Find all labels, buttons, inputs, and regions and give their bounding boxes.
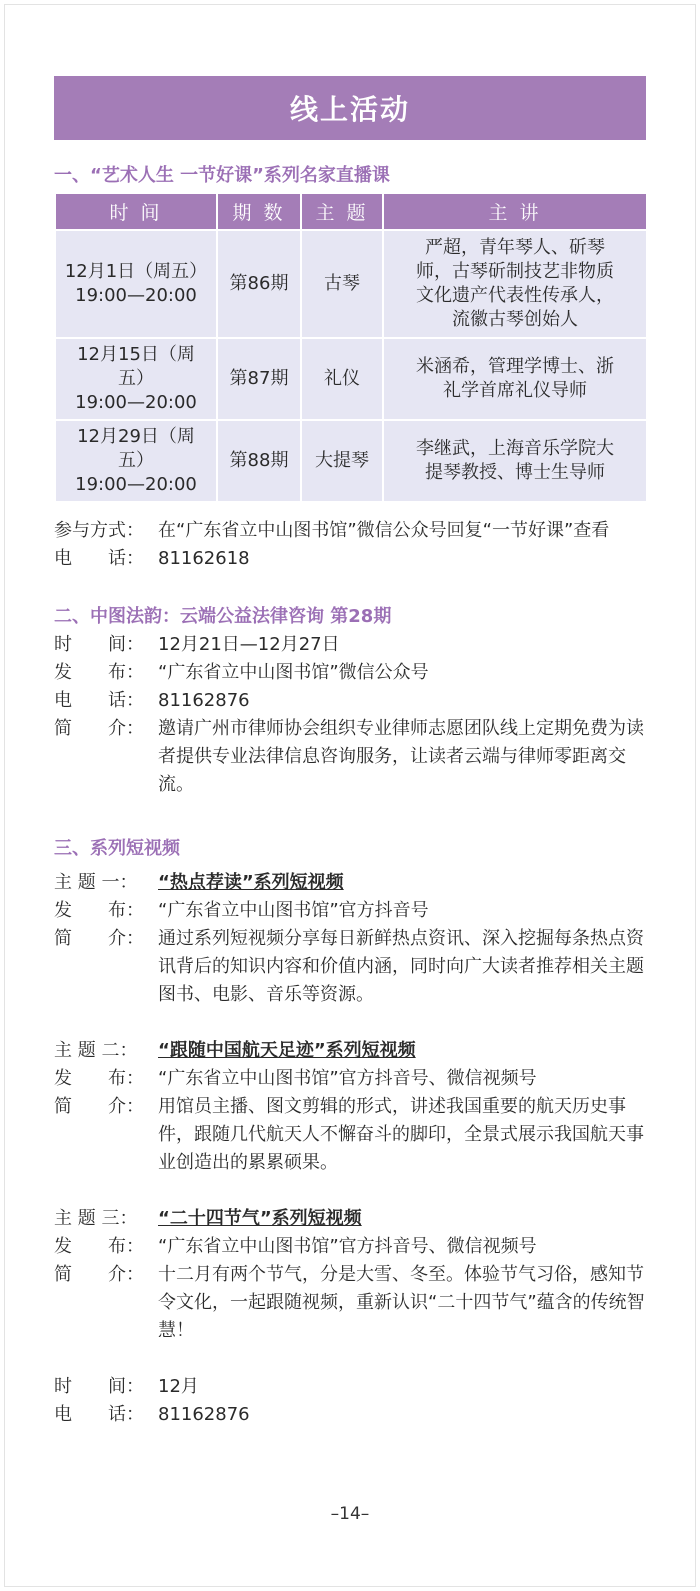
topic-name: “二十四节气”系列短视频 <box>158 1208 362 1229</box>
topic-row <box>54 1037 646 1065</box>
publish-label: 发 布： <box>54 1068 144 1089</box>
header-time: 时 间 <box>55 194 217 230</box>
participate-row <box>54 517 646 545</box>
cell-topic: 大提琴 <box>301 420 383 502</box>
intro-label: 简 介： <box>54 1264 144 1285</box>
publish-label: 发 布： <box>54 1236 144 1257</box>
time-row <box>54 1373 646 1401</box>
header-speaker: 主 讲 <box>383 194 647 230</box>
intro-label: 简 介： <box>54 718 144 739</box>
time-value: 12月 <box>158 1376 199 1397</box>
intro-value: 用馆员主播、图文剪辑的形式，讲述我国重要的航天历史事件，跟随几代航天人不懈奋斗的脚印，全景式展示我国航天事业创造出的累累硕果。 <box>158 1096 644 1173</box>
topic-row <box>54 1205 646 1233</box>
publish-value: “广东省立中山图书馆”微信公众号 <box>158 662 429 683</box>
time-label: 时 间： <box>54 634 144 655</box>
participate-label: 参与方式： <box>54 520 144 541</box>
cell-speaker: 严超，青年琴人、斫琴 师，古琴斫制技艺非物质 文化遗产代表性传承人， 流徽古琴创始人 <box>383 230 647 338</box>
phone-row <box>54 545 646 573</box>
topic-label: 主 题 二： <box>54 1040 138 1061</box>
page-number: –14– <box>330 1504 370 1524</box>
intro-row <box>54 925 646 1009</box>
intro-value: 通过系列短视频分享每日新鲜热点资讯、深入挖掘每条热点资讯背后的知识内容和价值内涵，同时向广大读者推荐相关主题图书、电影、音乐等资源。 <box>158 928 644 1005</box>
table-row <box>55 420 647 502</box>
intro-label: 简 介： <box>54 1096 144 1117</box>
intro-row <box>54 1261 646 1345</box>
video-topic-2 <box>54 1037 646 1177</box>
time-label: 时 间： <box>54 1376 144 1397</box>
table-row <box>55 338 647 420</box>
cell-topic: 古琴 <box>301 230 383 338</box>
time-row <box>54 631 646 659</box>
cell-speaker: 米涵希，管理学博士、浙 礼学首席礼仪导师 <box>383 338 647 420</box>
publish-value: “广东省立中山图书馆”官方抖音号、微信视频号 <box>158 1068 537 1089</box>
participate-value: 在“广东省立中山图书馆”微信公众号回复“一节好课”查看 <box>158 520 610 541</box>
table-header-row <box>55 194 647 230</box>
section-2-title: 二、中图法韵：云端公益法律咨询 第28期 <box>54 606 392 627</box>
intro-label: 简 介： <box>54 928 144 949</box>
intro-row <box>54 715 646 799</box>
publish-row <box>54 897 646 925</box>
topic-label: 主 题 一： <box>54 872 138 893</box>
table-row <box>55 230 647 338</box>
phone-value: 81162618 <box>158 548 250 569</box>
topic-label: 主 题 三： <box>54 1208 138 1229</box>
phone-row <box>54 1401 646 1429</box>
cell-time: 12月1日（周五） 19:00—20:00 <box>55 230 217 338</box>
header-issue: 期 数 <box>217 194 301 230</box>
cell-topic: 礼仪 <box>301 338 383 420</box>
intro-row <box>54 1093 646 1177</box>
phone-value: 81162876 <box>158 690 250 711</box>
section-3-title: 三、系列短视频 <box>54 838 180 859</box>
intro-value: 邀请广州市律师协会组织专业律师志愿团队线上定期免费为读者提供专业法律信息咨询服务，让读者云端与律师零距离交流。 <box>158 718 644 795</box>
phone-label: 电 话： <box>54 1404 144 1425</box>
phone-label: 电 话： <box>54 690 144 711</box>
page-banner <box>54 76 646 140</box>
intro-value: 十二月有两个节气，分是大雪、冬至。体验节气习俗，感知节令文化，一起跟随视频，重新认识“二十四节气”蕴含的传统智慧！ <box>158 1264 645 1341</box>
topic-name: “跟随中国航天足迹”系列短视频 <box>158 1040 416 1061</box>
page-content <box>54 76 646 1429</box>
cell-issue: 第87期 <box>217 338 301 420</box>
video-topic-3 <box>54 1205 646 1345</box>
publish-row <box>54 1233 646 1261</box>
publish-value: “广东省立中山图书馆”官方抖音号 <box>158 900 429 921</box>
publish-value: “广东省立中山图书馆”官方抖音号、微信视频号 <box>158 1236 537 1257</box>
header-topic: 主 题 <box>301 194 383 230</box>
topic-row <box>54 869 646 897</box>
publish-label: 发 布： <box>54 662 144 683</box>
publish-row <box>54 1065 646 1093</box>
banner-title: 线上活动 <box>289 93 410 126</box>
phone-row <box>54 687 646 715</box>
publish-label: 发 布： <box>54 900 144 921</box>
section-1-title: 一、“艺术人生 一节好课”系列名家直播课 <box>54 165 390 186</box>
video-topic-1 <box>54 869 646 1009</box>
cell-speaker: 李继武，上海音乐学院大 提琴教授、博士生导师 <box>383 420 647 502</box>
topic-name: “热点荐读”系列短视频 <box>158 872 344 893</box>
schedule-table <box>54 194 648 503</box>
cell-issue: 第88期 <box>217 420 301 502</box>
cell-time: 12月15日（周五） 19:00—20:00 <box>55 338 217 420</box>
time-value: 12月21日—12月27日 <box>158 634 340 655</box>
publish-row <box>54 659 646 687</box>
phone-label: 电 话： <box>54 548 144 569</box>
phone-value: 81162876 <box>158 1404 250 1425</box>
cell-time: 12月29日（周五） 19:00—20:00 <box>55 420 217 502</box>
cell-issue: 第86期 <box>217 230 301 338</box>
